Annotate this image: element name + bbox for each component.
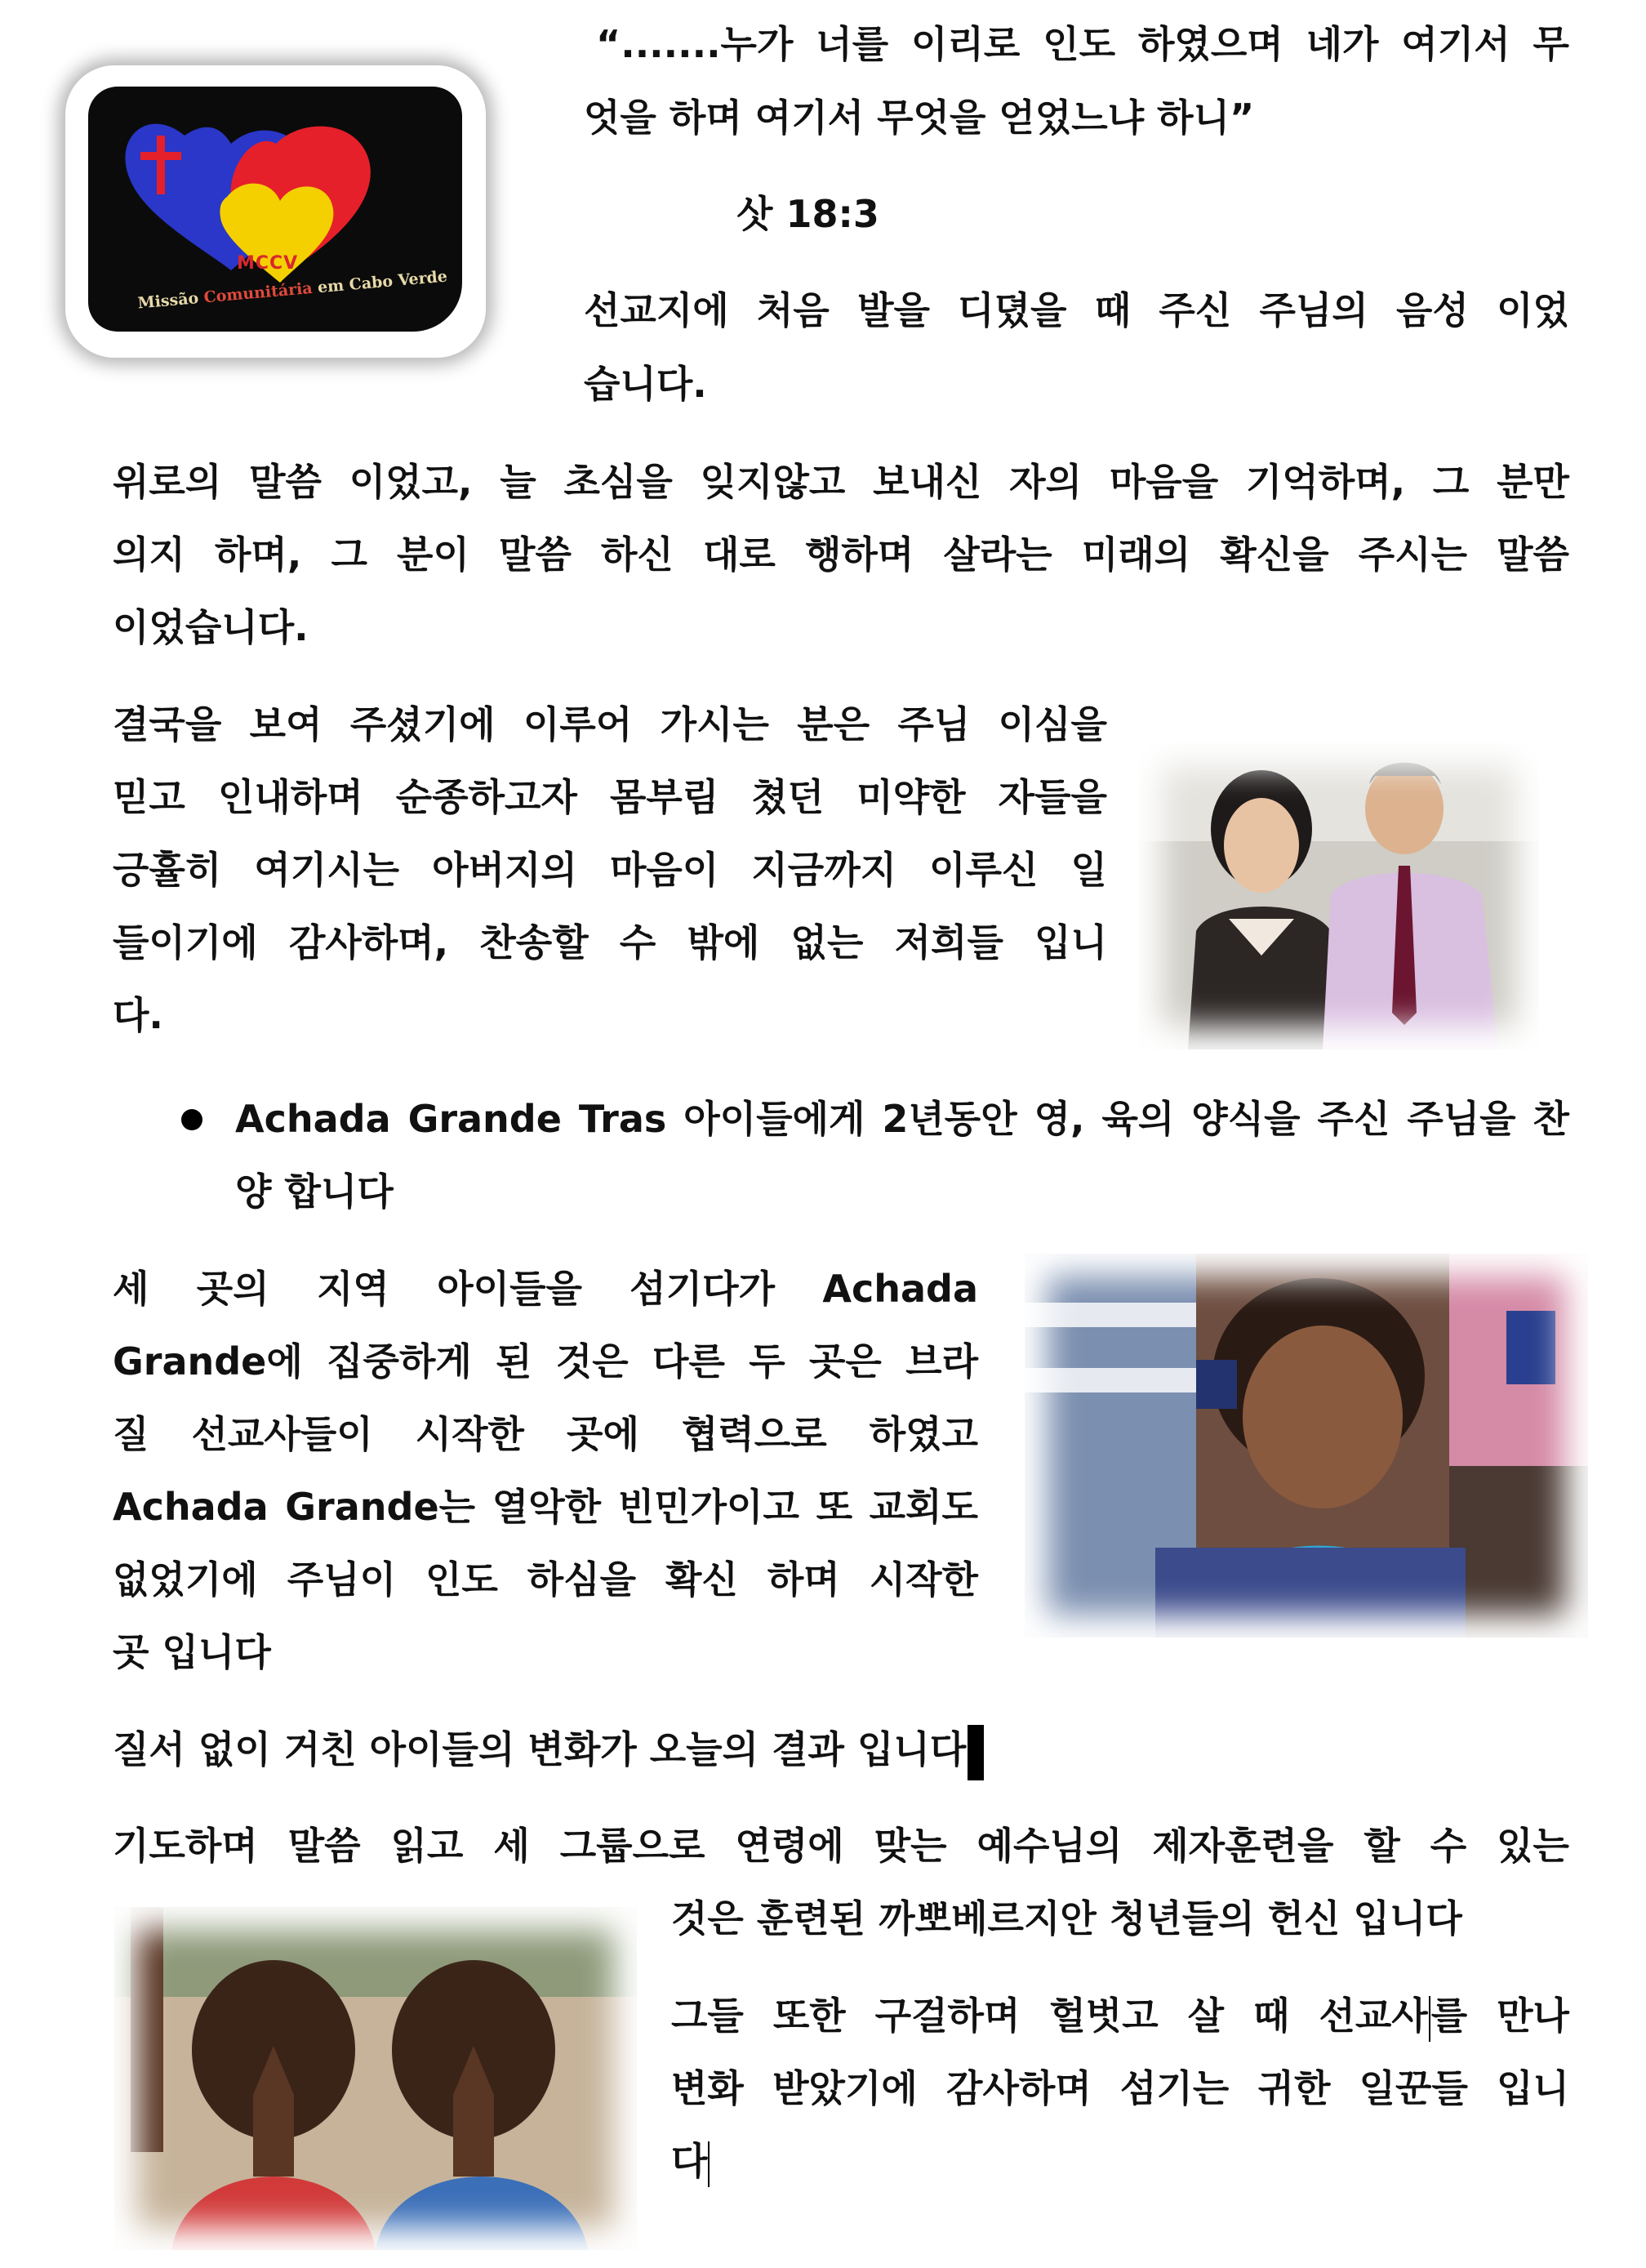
text-caret <box>1429 1996 1430 2042</box>
cross-icon-vertical <box>157 136 165 194</box>
quote-line-1: “.......누가 너를 이리로 인도 하였으며 네가 여기서 무 <box>596 22 1569 66</box>
paragraph-4-line-5: 없었기에 주님이 인도 하심을 확신 하며 시작한 <box>113 1557 978 1602</box>
paragraph-4-line-1: 세 곳의 지역 아이들을 섬기다가 Achada <box>113 1267 978 1311</box>
quote-reference: 삿 18:3 <box>736 192 879 236</box>
couple-photo <box>1139 743 1539 1049</box>
bullet-icon <box>181 1109 202 1130</box>
logo-abbreviation: MCCV <box>237 253 299 274</box>
text-cursor-block <box>968 1725 984 1780</box>
paragraph-3-line-5: 다. <box>113 993 163 1037</box>
paragraph-7-text-b: 를 만나 <box>1430 1994 1569 2038</box>
paragraph-4-line-6: 곳 입니다 <box>113 1630 271 1674</box>
paragraph-2-line-1: 위로의 말씀 이었고, 늘 초심을 잊지않고 보내신 자의 마음을 기억하며, 그 분만 <box>113 460 1569 504</box>
paragraph-4-line-4: Achada Grande는 열악한 빈민가이고 또 교회도 <box>113 1485 978 1529</box>
paragraph-3-line-4: 들이기에 감사하며, 찬송할 수 밖에 없는 저희들 입니 <box>113 920 1107 965</box>
paragraph-4-line-3: 질 선교사들이 시작한 곳에 협력으로 하였고 <box>113 1412 978 1456</box>
logo-caption: Missão Comunitária em Cabo Verde <box>136 267 448 313</box>
paragraph-4-line-2: Grande에 집중하게 된 것은 다른 두 곳은 브라 <box>113 1339 978 1384</box>
paragraph-3-line-3: 긍휼히 여기시는 아버지의 마음이 지금까지 이루신 일 <box>113 848 1107 892</box>
bullet-line-2: 양 합니다 <box>235 1170 394 1214</box>
couple-photo-graphic <box>1139 743 1539 1049</box>
paragraph-6-line-1: 기도하며 말씀 읽고 세 그룹으로 연령에 맞는 예수님의 제자훈련을 할 수 있는 <box>113 1824 1569 1868</box>
praying-boys-photo <box>114 1907 637 2250</box>
paragraph-3-line-1: 결국을 보여 주셨기에 이루어 가시는 분은 주님 이심을 <box>113 702 1107 746</box>
paragraph-7-line-3 <box>671 2125 998 2198</box>
paragraph-2-line-3: 이었습니다. <box>113 605 309 649</box>
mission-logo <box>65 65 486 358</box>
paragraph-7-text-a: 그들 또한 구걸하며 헐벗고 살 때 선교사 <box>671 1994 1428 2038</box>
text-caret-end <box>708 2141 710 2187</box>
bullet-line-1: Achada Grande Tras 아이들에게 2년동안 영, 육의 양식을 주신 주님을 찬 <box>235 1097 1569 1141</box>
quote-line-2: 엇을 하며 여기서 무엇을 얻었느냐 하니” <box>584 96 1255 140</box>
girl-photo-graphic <box>1025 1254 1588 1638</box>
girl-reading-photo <box>1025 1254 1588 1638</box>
paragraph-5-line-1 <box>113 1713 1419 1786</box>
logo-panel <box>88 87 462 332</box>
cross-icon-horizontal <box>140 152 181 160</box>
boys-photo-graphic <box>114 1907 637 2250</box>
paragraph-7-line-2: 변화 받았기에 감사하며 섬기는 귀한 일꾼들 입니 <box>671 2066 1569 2110</box>
paragraph-1-line-1: 선교지에 처음 발을 디뎠을 때 주신 주님의 음성 이었 <box>584 288 1569 332</box>
paragraph-6-line-2: 것은 훈련된 까뽀베르지안 청년들의 헌신 입니다 <box>671 1896 1462 1940</box>
paragraph-2-line-2: 의지 하며, 그 분이 말씀 하신 대로 행하며 살라는 미래의 확신을 주시는 말씀 <box>113 532 1569 577</box>
paragraph-1-line-2: 습니다. <box>584 362 707 406</box>
paragraph-7-line-1 <box>671 1980 1569 2052</box>
paragraph-5-text: 질서 없이 거친 아이들의 변화가 오늘의 결과 입니다 <box>113 1727 967 1771</box>
paragraph-3-line-2: 믿고 인내하며 순종하고자 몸부림 쳤던 미약한 자들을 <box>113 775 1107 819</box>
paragraph-7-text-c: 다 <box>671 2139 708 2183</box>
